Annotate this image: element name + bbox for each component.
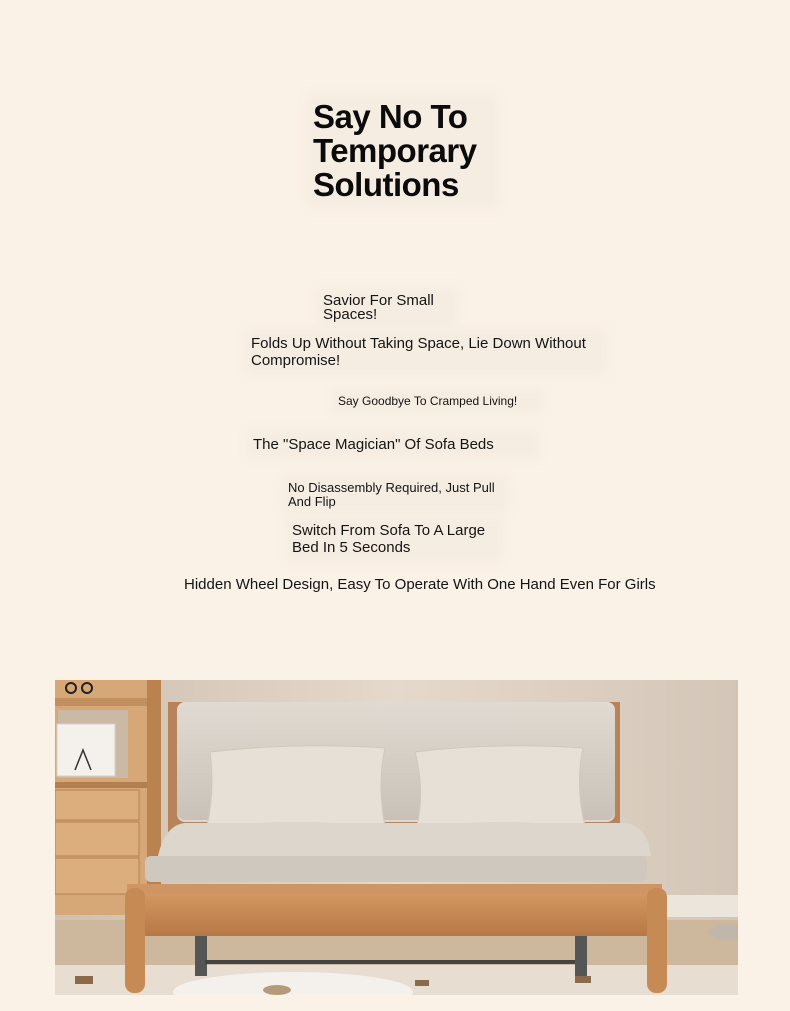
tagline-folds-up: Folds Up Without Taking Space, Lie Down Without Compromise!	[251, 335, 601, 369]
tagline-no-disassembly: No Disassembly Required, Just Pull And Flip	[288, 481, 503, 509]
tagline-cramped-living: Say Goodbye To Cramped Living!	[338, 394, 538, 408]
tagline-small-spaces: Savior For Small Spaces!	[323, 294, 453, 322]
tagline-space-magician: The "Space Magician" Of Sofa Beds	[253, 436, 533, 453]
tagline-five-seconds: Switch From Sofa To A Large Bed In 5 Seconds	[292, 522, 497, 556]
tagline-hidden-wheel: Hidden Wheel Design, Easy To Operate With One Hand Even For Girls	[184, 576, 656, 593]
sofa-bed-photo	[55, 680, 738, 995]
headline: Say No To Temporary Solutions	[313, 100, 493, 202]
sofa-bed-illustration	[55, 680, 738, 995]
